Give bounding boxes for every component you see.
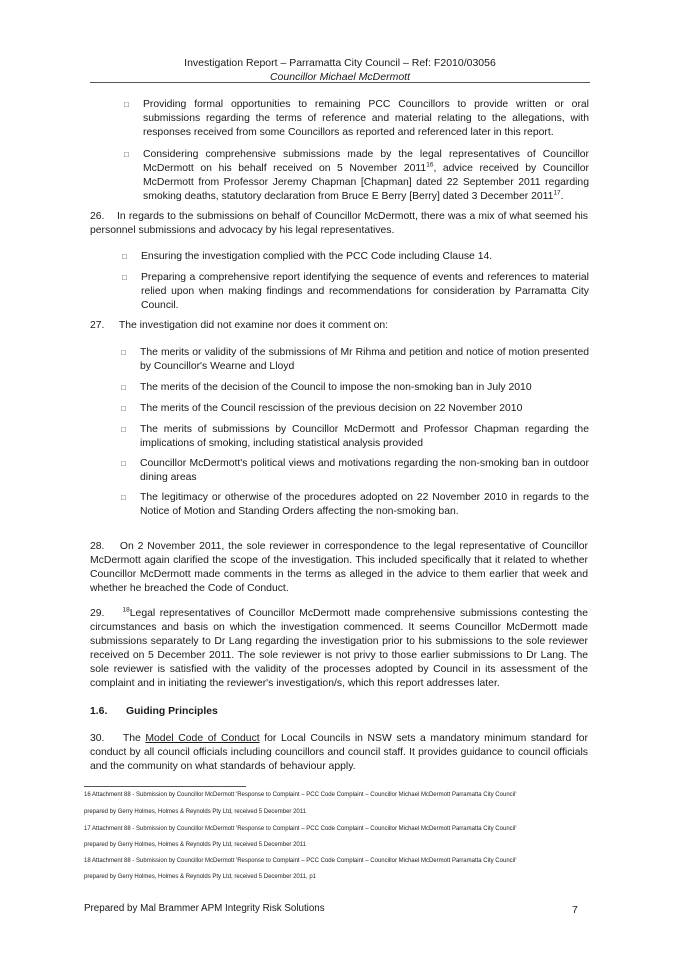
- bullet-icon: □: [121, 459, 126, 468]
- list-item: Preparing a comprehensive report identifying the sequence of events and references to material relied upon when making findings and recommendations for consideration by Parramatta City Council.: [141, 272, 589, 311]
- model-code-link[interactable]: Model Code of Conduct: [145, 733, 260, 744]
- list-item-text: , advice received by Councillor McDermott from Professor Jeremy Chapman [Chapman] dated 22 September 2011 regarding smoking deaths, statutory declaration from Bruce E Berry [Berry] dated 3 December 2011: [143, 163, 589, 202]
- paragraph-number: 29.: [90, 608, 105, 619]
- section-number: 1.6.: [90, 706, 108, 717]
- bullet-icon: □: [124, 100, 129, 109]
- list-item: The merits of submissions by Councillor McDermott and Professor Chapman regarding the implications of smoking, including statistical analysis provided: [140, 424, 589, 449]
- footnote-16-continued: prepared by Gerry Holmes, Holmes & Reynolds Pty Ltd, received 5 December 2011: [84, 809, 306, 815]
- header-rule: [90, 82, 590, 83]
- footnote-ref: 17: [553, 189, 561, 197]
- paragraph-29: [90, 607, 588, 691]
- bullet-icon: □: [122, 273, 127, 282]
- list-item: [143, 148, 589, 204]
- list-item: Providing formal opportunities to remaining PCC Councillors to provide written or oral submissions regarding the terms of reference and material relating to the allegations, with responses received from some Councillors as reported and referenced later in this report.: [143, 99, 589, 138]
- paragraph-number: 30.: [90, 733, 105, 744]
- list-item: The merits of the decision of the Council to impose the non-smoking ban in July 2010: [140, 382, 532, 393]
- paragraph-27: [90, 319, 588, 333]
- bullet-icon: □: [121, 383, 126, 392]
- paragraph-text: for Local Councils in NSW sets a mandatory minimum standard for conduct by all council officials including councillors and council staff. It provides guidance to council officials and the community on what standards of behaviour apply.: [90, 733, 589, 772]
- bullet-icon: □: [121, 425, 126, 434]
- paragraph-text: In regards to the submissions on behalf of Councillor McDermott, there was a mix of what seemed his personnel submissions and advocacy by his legal representatives.: [90, 211, 588, 236]
- section-title: Guiding Principles: [126, 706, 218, 717]
- paragraph-28: [90, 540, 588, 596]
- list-item: Ensuring the investigation complied with the PCC Code including Clause 14.: [141, 251, 493, 262]
- page-number: 7: [572, 904, 578, 916]
- list-item: The merits or validity of the submissions of Mr Rihma and petition and notice of motion presented by Councillor's Wearne and Lloyd: [140, 347, 589, 372]
- footnote-17-continued: prepared by Gerry Holmes, Holmes & Reynolds Pty Ltd, received 5 December 2011: [84, 842, 306, 848]
- footnote-ref: 16: [426, 161, 434, 169]
- section-heading: [90, 706, 218, 717]
- paragraph-text: On 2 November 2011, the sole reviewer in correspondence to the legal representative of Councillor McDermott again clarified the scope of the investigation. This included specifically that it related to whether Councillor McDermott made comments in the terms as alleged in the advice to them earlier that week and whether he breached the Code of Conduct.: [90, 541, 588, 594]
- list-item-text: .: [560, 191, 564, 202]
- page-header: [90, 56, 590, 84]
- paragraph-text: The investigation did not examine nor does it comment on:: [118, 320, 389, 331]
- footnote-ref: 18: [122, 606, 130, 614]
- paragraph-30: [90, 732, 588, 774]
- bullet-icon: □: [122, 252, 127, 261]
- list-item: Councillor McDermott's political views and motivations regarding the non-smoking ban in outdoor dining areas: [140, 458, 589, 483]
- paragraph-number: 26.: [90, 211, 105, 222]
- footnote-18-continued: prepared by Gerry Holmes, Holmes & Reynolds Pty Ltd, received 5 December 2011, p1: [84, 874, 316, 880]
- paragraph-26: [90, 210, 588, 238]
- header-subtitle: Councillor Michael McDermott: [269, 71, 411, 83]
- footnote-16: 16 Attachment 88 - Submission by Councillor McDermott 'Response to Complaint – PCC Code Complaint – Councillor Michael McDermott Parramatta City Council': [84, 792, 517, 798]
- paragraph-text: The: [122, 733, 141, 744]
- bullet-icon: □: [121, 348, 126, 357]
- list-item: The merits of the Council rescission of the previous decision on 22 November 2010: [140, 403, 523, 414]
- paragraph-number: 28.: [90, 541, 105, 552]
- bullet-icon: □: [124, 150, 129, 159]
- bullet-icon: □: [121, 404, 126, 413]
- footer-prepared-by: Prepared by Mal Brammer APM Integrity Risk Solutions: [84, 903, 325, 914]
- footnote-17: 17 Attachment 88 - Submission by Councillor McDermott 'Response to Complaint – PCC Code Complaint – Councillor Michael McDermott Parramatta City Council': [84, 826, 517, 832]
- list-item: The legitimacy or otherwise of the procedures adopted on 22 November 2010 in regards to the Notice of Motion and Standing Orders affecting the non-smoking ban.: [140, 492, 589, 517]
- header-title: Investigation Report – Parramatta City Council – Ref: F2010/03056: [184, 57, 496, 69]
- footnote-rule: [84, 786, 246, 787]
- bullet-icon: □: [121, 493, 126, 502]
- footnote-18: 18 Attachment 88 - Submission by Councillor McDermott 'Response to Complaint – PCC Code Complaint – Councillor Michael McDermott Parramatta City Council': [84, 858, 517, 864]
- paragraph-number: 27.: [90, 320, 105, 331]
- list-item-text: Considering comprehensive submissions made by the legal representatives of Councillor McDermott on his behalf received on 5 November 2011: [143, 149, 589, 174]
- paragraph-text: Legal representatives of Councillor McDermott made comprehensive submissions contesting the circumstances and basis on which the investigation commenced. It seems Councillor McDermott made submissions separately to Dr Lang regarding the investigation prior to his submissions to the sole reviewer received on 5 December 2011. The sole reviewer is not privy to those earlier submissions to Dr Lang. The sole reviewer is satisfied with the validity of the processes adopted by Council in its assessment of the complaint and in initiating the reviewer's investigation/s, which this report addresses later.: [90, 608, 588, 689]
